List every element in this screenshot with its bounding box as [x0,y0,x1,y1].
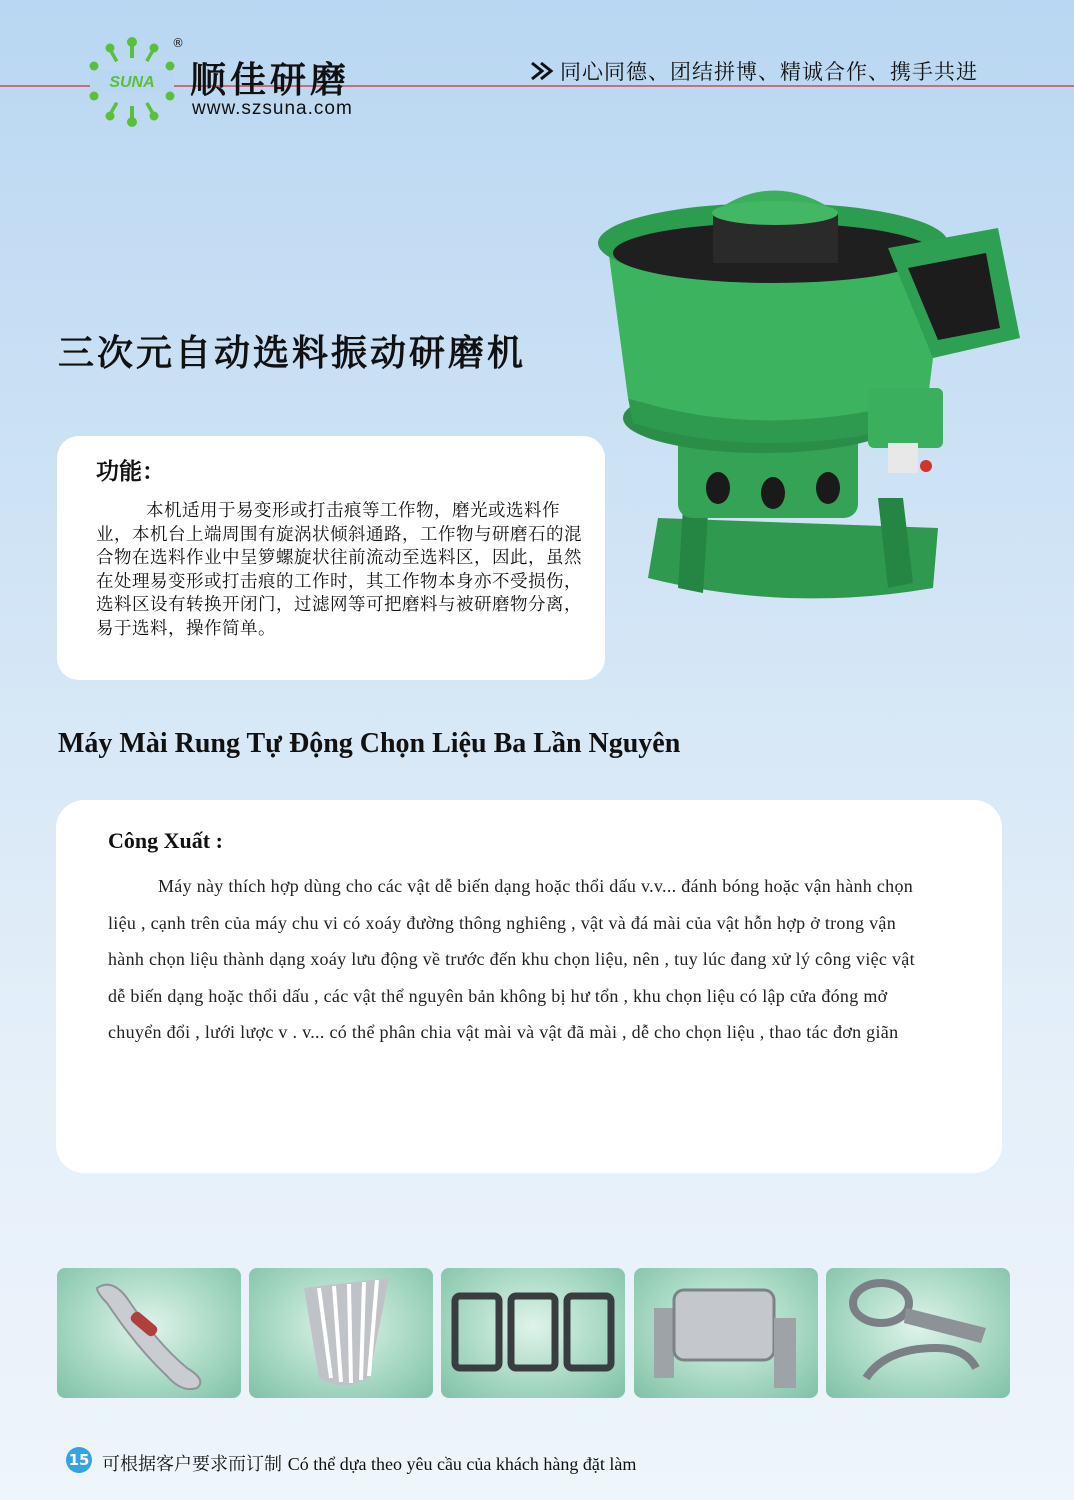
vibratory-machine-image [588,168,1028,608]
capacity-body: Máy này thích hợp dùng cho các vật dễ biến dạng hoặc thổi dấu v.v... đánh bóng hoặc vận hành chọn liệu , cạnh trên của máy chu vi có xoáy đường thông nghiêng , vật và đá mài của vật hỗn hợp ở trong vận hành chọn liệu thành dạng xoáy lưu động về trước đến khu chọn liệu, nên , tuy lúc đang xử lý công việc vật dễ biến dạng hoặc thổi dấu , các vật thể nguyên bản không bị hư tổn , khu chọn liệu có lập cửa đóng mở chuyển đổi , lưới lược v . v... có thể phân chia vật mài và vật đã mài , dễ cho chọn liệu , thao tác đơn giãn [108,876,915,1042]
sample-image-watch-case [634,1268,818,1398]
page-number-badge: 15 [66,1447,92,1473]
slogan-text: 同心同德、团结拼博、精诚合作、携手共进 [560,60,978,84]
function-heading: 功能： [96,459,165,485]
slogan [530,56,978,86]
function-description [96,500,586,641]
product-title-vn: Máy Mài Rung Tự Động Chọn Liệu Ba Lần Nguyên [58,728,681,759]
logo-text: SUNA [109,74,155,91]
capacity-heading: Công Xuất : [108,828,223,853]
sample-image-handle [57,1268,241,1398]
brand-name: 顺佳研磨 [190,59,351,101]
sample-image-watch-band [826,1268,1010,1398]
function-body: 本机适用于易变形或打击痕等工作物，磨光或选料作业，本机台上端周围有旋涡状倾斜通路，工作物与研磨石的混合物在选料作业中呈箩螺旋状往前流动至选料区，因此，虽然在处理易变形或打击痕的工作时，其工作物本身亦不受损伤，选料区设有转换开闭门，过滤网等可把磨料与被研磨物分离，易于选料，操作简单。 [96,501,582,639]
suna-logo-icon [82,32,182,132]
double-chevron-right-icon [530,61,556,81]
sample-image-heatsink [249,1268,433,1398]
footer-note [102,1450,636,1476]
footer-note-cn: 可根据客户要求而订制 [102,1454,282,1475]
footer-note-vn: Có thể dựa theo yêu cầu của khách hàng đặt làm [287,1454,637,1474]
sample-image-frames [441,1268,625,1398]
registered-mark: ® [172,36,184,50]
website-url[interactable]: www.szsuna.com [192,98,353,119]
product-title-cn: 三次元自动选料振动研磨机 [58,333,527,374]
